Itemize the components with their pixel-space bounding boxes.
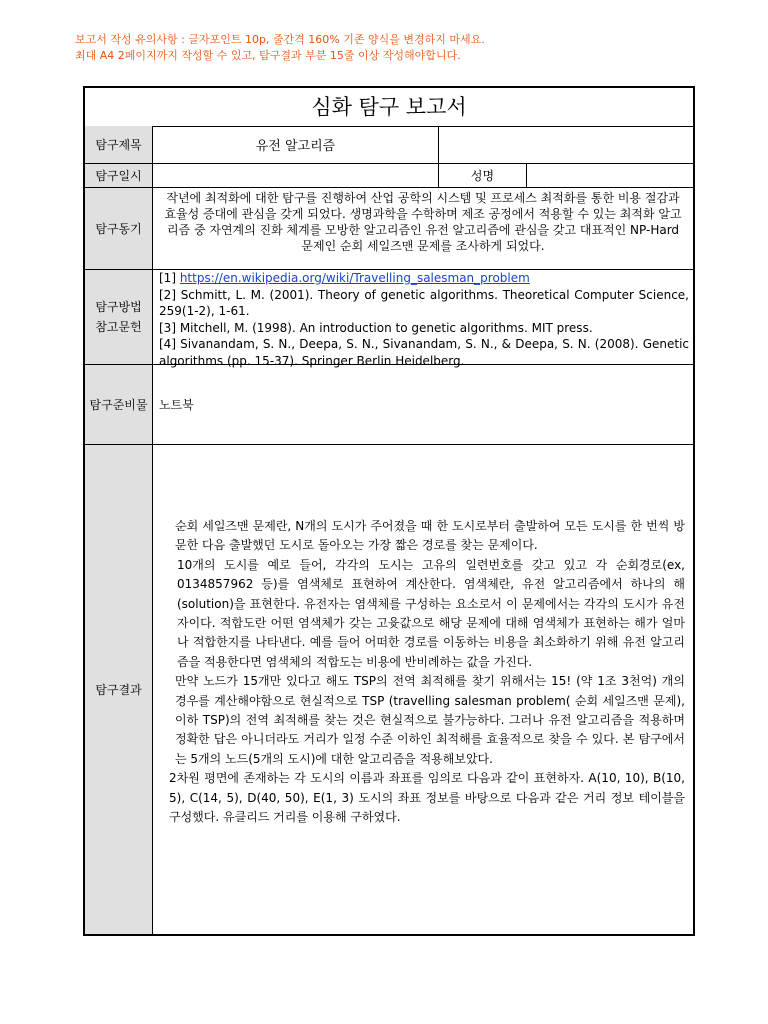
topic-label: 탐구제목: [85, 126, 153, 163]
topic-row: [85, 126, 693, 164]
report-table: [83, 86, 695, 936]
reference-1-prefix: [1]: [159, 271, 180, 285]
reference-item-3: [3] Mitchell, M. (1998). An introduction to genetic algorithms. MIT press.: [159, 320, 593, 335]
references-label: [85, 270, 153, 364]
date-label: 탐구일시: [85, 164, 153, 187]
result-paragraph-3: 만약 노드가 15개만 있다고 해도 TSP의 전역 최적해를 찾기 위해서는 15! (약 1조 3천억) 개의 경우를 계산해야함으로 현실적으로 TSP (travelling salesman problem( 순회 세일즈맨 문제), 이하 TSP)의 전역 최적해를 찾는 것은 현실적으로 불가능하다. 그러나 유전 알고리즘을 적용하며 정확한 답은 아니더라도 거리가 일정 수준 이하인 최적해를 효율적으로 찾을 수 있다. 본 탐구에서는 5개의 노드(5개의 도시)에 대한 알고리즘을 적용해보았다.: [175, 674, 685, 766]
guideline-line-1: 보고서 작성 유의사항 : 글자포인트 10p, 줄간격 160% 기존 양식을 변경하지 마세요.: [75, 33, 485, 46]
result-paragraph-2: 10개의 도시를 예로 들어, 각각의 도시는 고유의 일련번호를 갖고 있고 각 순회경로(ex, 0134857962 등)를 염색체로 표현하여 계산한다. 염색체란, 유전 알고리즘에서 하나의 해(solution)을 표현한다. 유전자는 염색체를 구성하는 요소로서 이 문제에서는 각각의 도시가 유전자이다. 적합도란 어떤 염색체가 갖는 고윳값으로 해당 문제에 대해 염색체가 표현하는 해가 얼마나 적합한지를 나타낸다. 예를 들어 어떠한 경로를 이동하는 비용을 최소화하기 위해 유전 알고리즘을 적용한다면 염색체의 적합도는 비용에 반비례하는 값을 가진다.: [177, 557, 685, 669]
reference-item-4: [4] Sivanandam, S. N., Deepa, S. N., Sivanandam, S. N., & Deepa, S. N. (2008). Genetic algorithms (pp. 15-37). Springer Berlin Heidelberg.: [159, 337, 689, 368]
references-list: [153, 270, 693, 368]
reference-item-1: [159, 270, 689, 287]
result-paragraph-4: 2차원 평면에 존재하는 각 도시의 이름과 좌표를 임의로 다음과 같이 표현하자. A(10, 10), B(10, 5), C(14, 5), D(40, 50), E(1, 3) 도시의 좌표 정보를 바탕으로 다음과 같은 거리 정보 테이블을 구성했다. 유클리드 거리를 이용해 구하였다.: [169, 771, 685, 825]
motive-row: [85, 188, 693, 270]
result-paragraph-1: 순회 세일즈맨 문제란, N개의 도시가 주어졌을 때 한 도시로부터 출발하여 모든 도시를 한 번씩 방문한 다음 출발했던 도시로 돌아오는 가장 짧은 경로를 찾는 문제이다.: [175, 519, 685, 553]
writing-guidelines: [75, 32, 485, 64]
materials-value[interactable]: 노트북: [159, 398, 194, 412]
topic-value[interactable]: 유전 알고리즘: [153, 126, 439, 163]
result-body[interactable]: [153, 445, 693, 934]
method-label: 탐구방법: [95, 300, 142, 314]
motive-label: 탐구동기: [85, 188, 153, 269]
name-label: 성명: [439, 164, 527, 187]
motive-text[interactable]: 작년에 최적화에 대한 탐구를 진행하여 산업 공학의 시스템 및 프로세스 최적화를 통한 비용 절감과 효율성 증대에 관심을 갖게 되었다. 생명과학을 수학하며 제조 공정에서 적용할 수 있는 최적화 알고리즘 중 자연계의 진화 체계를 모방한 알고리즘인 유전 알고리즘에 관심을 갖고 대표적인 NP-Hard 문제인 순회 세일즈맨 문제를 조사하게 되었다.: [164, 191, 682, 253]
materials-label: 탐구준비물: [85, 365, 153, 444]
name-value[interactable]: [527, 164, 693, 187]
guideline-line-2: 최대 A4 2페이지까지 작성할 수 있고, 탐구결과 부분 15줄 이상 작성해야합니다.: [75, 49, 461, 62]
result-label: 탐구결과: [85, 445, 153, 934]
materials-row: [85, 365, 693, 445]
result-row: [85, 445, 693, 934]
reference-item-2: [2] Schmitt, L. M. (2001). Theory of genetic algorithms. Theoretical Computer Science, 259(1-2), 1-61.: [159, 287, 689, 318]
date-value[interactable]: [153, 164, 439, 187]
reference-label: 참고문헌: [95, 320, 142, 334]
reference-link[interactable]: https://en.wikipedia.org/wiki/Travelling_salesman_problem: [179, 271, 530, 285]
topic-extra-cell[interactable]: [439, 126, 693, 163]
references-row: [85, 270, 693, 368]
date-row: [85, 164, 693, 188]
report-title: 심화 탐구 보고서: [85, 88, 693, 127]
